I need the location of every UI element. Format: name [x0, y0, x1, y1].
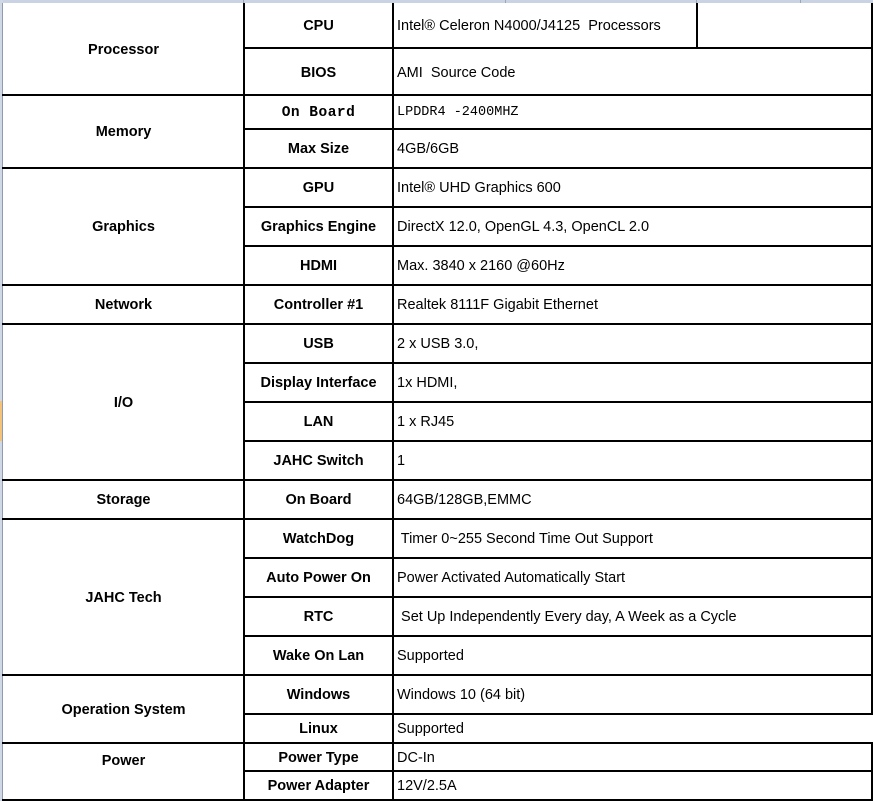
category-cell-processor[interactable]: [4, 4, 243, 95]
spec-value: LPDDR4 -2400MHZ: [397, 105, 519, 120]
label-cell-max-size[interactable]: [245, 130, 392, 167]
spec-label: On Board: [285, 492, 352, 508]
label-cell-bios[interactable]: [245, 50, 392, 95]
category-label: Graphics: [92, 219, 155, 235]
subrow-divider: [243, 401, 873, 403]
category-cell-graphics[interactable]: [4, 169, 243, 285]
label-cell-cpu[interactable]: [245, 4, 392, 48]
category-cell-power[interactable]: [4, 744, 243, 778]
spec-label: Controller #1: [273, 297, 364, 313]
subrow-divider: [243, 206, 873, 208]
value-cell-linux[interactable]: [394, 715, 871, 743]
subrow-divider: [243, 596, 873, 598]
value-cell-jahc-switch[interactable]: [394, 442, 871, 480]
spec-label: Wake On Lan: [272, 648, 365, 664]
category-label: JAHC Tech: [85, 589, 162, 606]
value-cell-storage-onboard[interactable]: [394, 481, 871, 519]
spec-value: DirectX 12.0, OpenGL 4.3, OpenCL 2.0: [397, 219, 650, 235]
spec-value: Max. 3840 x 2160 @60Hz: [397, 258, 565, 274]
spec-label: Power Adapter: [267, 777, 370, 794]
subrow-divider: [243, 635, 873, 637]
value-cell-hdmi[interactable]: [394, 247, 871, 285]
subrow-divider: [243, 245, 873, 247]
value-cell-usb[interactable]: [394, 325, 871, 363]
row-divider: [2, 167, 873, 169]
row-divider: [2, 94, 873, 96]
spec-label: Windows: [286, 687, 351, 703]
category-cell-operation-system[interactable]: [4, 676, 243, 743]
spec-label: Max Size: [287, 140, 350, 157]
spec-value: Intel® Celeron N4000/J4125 Processors: [397, 18, 661, 34]
category-label: Processor: [88, 41, 159, 58]
spec-label: BIOS: [300, 64, 337, 81]
value-cell-power-adapter[interactable]: [394, 772, 871, 799]
column-header-divider: [505, 0, 506, 3]
spec-label: WatchDog: [282, 531, 355, 547]
spec-label: RTC: [303, 609, 334, 625]
spec-label: GPU: [302, 180, 335, 196]
spec-label: USB: [303, 336, 334, 352]
spec-value: 4GB/6GB: [397, 140, 460, 157]
label-cell-linux[interactable]: [245, 715, 392, 743]
value-cell-memory-onboard[interactable]: [394, 96, 871, 129]
spreadsheet-column-header-strip: [0, 0, 873, 3]
value-cell-display-interface[interactable]: [394, 364, 871, 402]
label-cell-power-adapter[interactable]: [245, 772, 392, 799]
value-cell-controller-1[interactable]: [394, 286, 871, 324]
spec-value: Timer 0~255 Second Time Out Support: [397, 531, 653, 547]
label-cell-storage-onboard[interactable]: [245, 481, 392, 519]
label-cell-hdmi[interactable]: [245, 247, 392, 285]
spec-label: Graphics Engine: [260, 219, 377, 235]
label-cell-display-interface[interactable]: [245, 364, 392, 402]
label-cell-auto-power-on[interactable]: [245, 559, 392, 597]
label-cell-windows[interactable]: [245, 676, 392, 714]
value-cell-watchdog[interactable]: [394, 520, 871, 558]
value-cell-max-size[interactable]: [394, 130, 871, 167]
spec-label: Display Interface: [260, 375, 377, 391]
spec-value: 1 x RJ45: [397, 414, 455, 430]
spec-label: Auto Power On: [266, 570, 371, 586]
value-cell-wake-on-lan[interactable]: [394, 637, 871, 675]
category-cell-memory[interactable]: [4, 96, 243, 167]
spec-value: AMI Source Code: [397, 64, 516, 81]
label-cell-memory-onboard[interactable]: [245, 96, 392, 129]
row-divider: [2, 479, 873, 481]
category-label: Network: [94, 297, 153, 313]
spec-value: 12V/2.5A: [397, 777, 457, 794]
subrow-divider: [243, 47, 873, 49]
spec-label: Linux: [299, 721, 338, 737]
spec-label: HDMI: [299, 258, 338, 274]
spec-label: JAHC Switch: [273, 453, 364, 469]
row-divider: [2, 518, 873, 520]
row-divider: [2, 674, 873, 676]
label-cell-lan[interactable]: [245, 403, 392, 441]
category-cell-network[interactable]: [4, 286, 243, 324]
category-label: I/O: [113, 394, 134, 411]
spec-value: Supported: [397, 721, 464, 737]
category-label: Memory: [95, 123, 152, 140]
spec-value: DC-In: [397, 749, 435, 766]
spec-value: 1: [397, 453, 406, 469]
subrow-divider: [243, 362, 873, 364]
label-cell-watchdog[interactable]: [245, 520, 392, 558]
category-label: Storage: [96, 492, 151, 508]
spec-value: Set Up Independently Every day, A Week as a Cycle: [397, 609, 737, 625]
subrow-divider: [243, 557, 873, 559]
value-cell-gpu[interactable]: [394, 169, 871, 207]
subrow-divider: [243, 440, 873, 442]
label-cell-wake-on-lan[interactable]: [245, 637, 392, 675]
value-cell-power-type[interactable]: [394, 744, 871, 771]
label-cell-controller-1[interactable]: [245, 286, 392, 324]
table-divider-cpu-extra: [696, 3, 698, 48]
category-cell-io[interactable]: [4, 325, 243, 480]
value-cell-auto-power-on[interactable]: [394, 559, 871, 597]
spec-label: LAN: [303, 414, 334, 430]
spec-value: 1x HDMI,: [397, 375, 458, 391]
column-header-divider: [800, 0, 801, 3]
spec-value: Supported: [397, 648, 464, 664]
category-label: Power: [101, 753, 146, 769]
value-cell-lan[interactable]: [394, 403, 871, 441]
spec-value: 64GB/128GB,EMMC: [397, 492, 532, 508]
spec-value: Windows 10 (64 bit): [397, 687, 526, 703]
label-cell-power-type[interactable]: [245, 744, 392, 771]
category-cell-storage[interactable]: [4, 481, 243, 519]
label-cell-graphics-engine[interactable]: [245, 208, 392, 246]
spec-value: Realtek 8111F Gigabit Ethernet: [397, 297, 598, 313]
empty-cell[interactable]: [698, 4, 871, 48]
table-border-left: [2, 3, 3, 801]
spec-label: CPU: [303, 18, 334, 34]
category-label: Operation System: [61, 701, 186, 718]
subrow-divider: [243, 128, 873, 130]
row-divider: [2, 323, 873, 325]
spec-label: On Board: [281, 104, 356, 121]
subrow-divider: [243, 770, 873, 772]
spec-value: Power Activated Automatically Start: [397, 570, 626, 586]
row-divider: [2, 742, 873, 744]
category-cell-jahc-tech[interactable]: [4, 520, 243, 675]
label-cell-rtc[interactable]: [245, 598, 392, 636]
label-cell-gpu[interactable]: [245, 169, 392, 207]
value-cell-windows[interactable]: [394, 676, 871, 714]
spec-value: 2 x USB 3.0,: [397, 336, 479, 352]
spec-value: Intel® UHD Graphics 600: [397, 180, 561, 196]
spec-label: Power Type: [278, 749, 359, 766]
subrow-divider: [243, 713, 873, 715]
value-cell-graphics-engine[interactable]: [394, 208, 871, 246]
value-cell-cpu[interactable]: [394, 4, 696, 48]
row-divider: [2, 284, 873, 286]
value-cell-rtc[interactable]: [394, 598, 871, 636]
label-cell-jahc-switch[interactable]: [245, 442, 392, 480]
label-cell-usb[interactable]: [245, 325, 392, 363]
value-cell-bios[interactable]: [394, 50, 871, 95]
